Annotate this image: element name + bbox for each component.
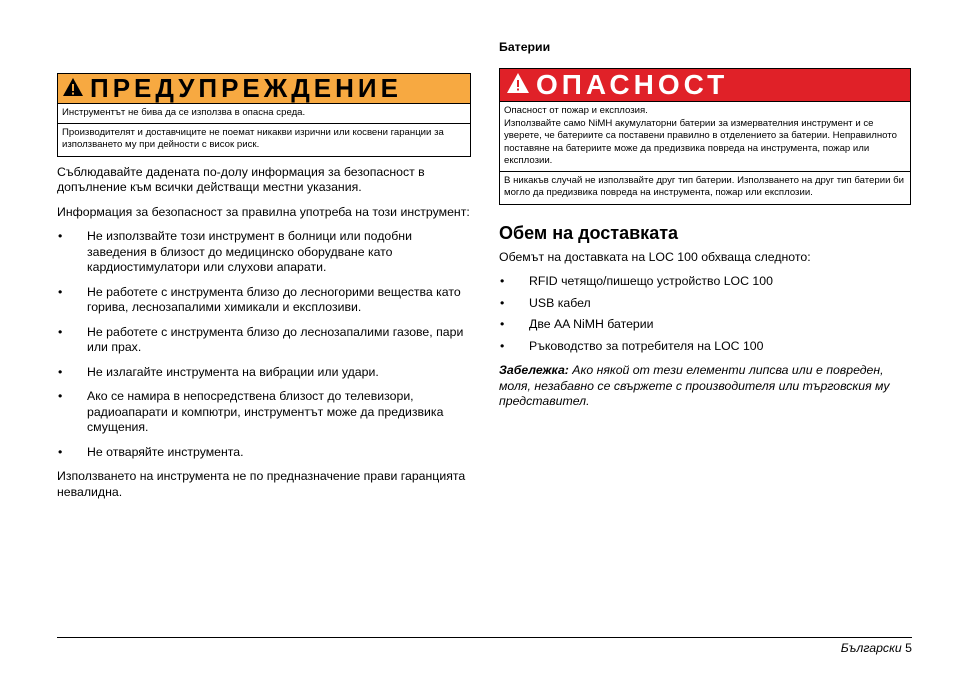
danger-title: ОПАСНОСТ xyxy=(536,69,729,100)
warning-line: Инструментът не бива да се използва в опасна среда. xyxy=(62,107,306,118)
warning-line: Производителят и доставчиците не поемат никакви изрични или косвени гаранции за използването му при дейности с висок риск. xyxy=(62,126,444,150)
warning-body xyxy=(58,104,470,156)
danger-line: Използвайте само NiMH акумулаторни батерии за измервателния инструмент и се уверете, че батериите са поставени правилно в отделението за батерии. Неправилното поставяне на батериите може да предизвика повреда на инструмента, пожар или експлозии. xyxy=(504,117,897,166)
list-item: • Ръководство за потребителя на LOC 100 xyxy=(499,339,911,355)
danger-line: В никакъв случай не използвайте друг тип батерии. Използването на друг тип батерии би могло да предизвика повреда на инструмента, пожар или експлозии. xyxy=(504,174,904,198)
safety-list xyxy=(57,229,471,460)
warning-triangle-icon xyxy=(506,69,530,101)
danger-body xyxy=(500,102,910,204)
list-item: • Не излагайте инструмента на вибрации или удари. xyxy=(57,365,471,381)
footer-language: Български xyxy=(840,641,902,655)
danger-box xyxy=(499,68,911,205)
batteries-subheading: Батерии xyxy=(499,40,551,54)
warning-box xyxy=(57,73,471,157)
closing-paragraph: Използването на инструмента не по предназначение прави гаранцията невалидна. xyxy=(57,469,466,499)
right-column xyxy=(499,40,911,410)
section-intro: Обемът на доставката на LOC 100 обхваща следното: xyxy=(499,249,811,264)
list-item: • Не използвайте този инструмент в болници или подобни заведения в близост до медицинско оборудване като кардиостимулатори или слухови апарати. xyxy=(57,229,471,276)
divider xyxy=(58,123,470,124)
note-text: Ако някой от тези елементи липсва или е повреден, моля, незабавно се свържете с производителя или търговския му представител. xyxy=(499,363,890,408)
intro-paragraph: Съблюдавайте дадената по-долу информация за безопасност в допълнение към всички действащи местни указания. xyxy=(57,164,425,194)
warning-triangle-icon xyxy=(62,73,84,104)
note-label: Забележка: xyxy=(499,363,569,377)
danger-line: Опасност от пожар и експлозия. xyxy=(504,105,648,116)
list-item: • Не работете с инструмента близо до леснозапалими газове, пари или прах. xyxy=(57,325,471,356)
intro-paragraph: Информация за безопасност за правилна употреба на този инструмент: xyxy=(57,204,470,219)
list-item: • Две AA NiMH батерии xyxy=(499,317,911,333)
divider xyxy=(500,171,910,172)
footer-divider xyxy=(57,637,912,638)
warning-title: ПРЕДУПРЕЖДЕНИЕ xyxy=(90,73,402,103)
page-number: 5 xyxy=(905,641,912,655)
list-item: • Не отваряйте инструмента. xyxy=(57,445,471,461)
danger-header xyxy=(500,69,910,102)
delivery-list xyxy=(499,274,911,354)
note-paragraph xyxy=(499,363,911,410)
list-item: • USB кабел xyxy=(499,296,911,312)
list-item: • Не работете с инструмента близо до лесногорими вещества като горива, леснозапалими химикали и експлозиви. xyxy=(57,285,471,316)
section-title: Обем на доставката xyxy=(499,222,679,243)
warning-header xyxy=(58,74,470,104)
left-column xyxy=(57,73,471,509)
list-item: • Ако се намира в непосредствена близост до телевизори, радиоапарати и компютри, инструментът може да предизвика смущения. xyxy=(57,389,471,436)
page-footer xyxy=(841,641,912,655)
list-item: • RFID четящо/пишещо устройство LOC 100 xyxy=(499,274,911,290)
